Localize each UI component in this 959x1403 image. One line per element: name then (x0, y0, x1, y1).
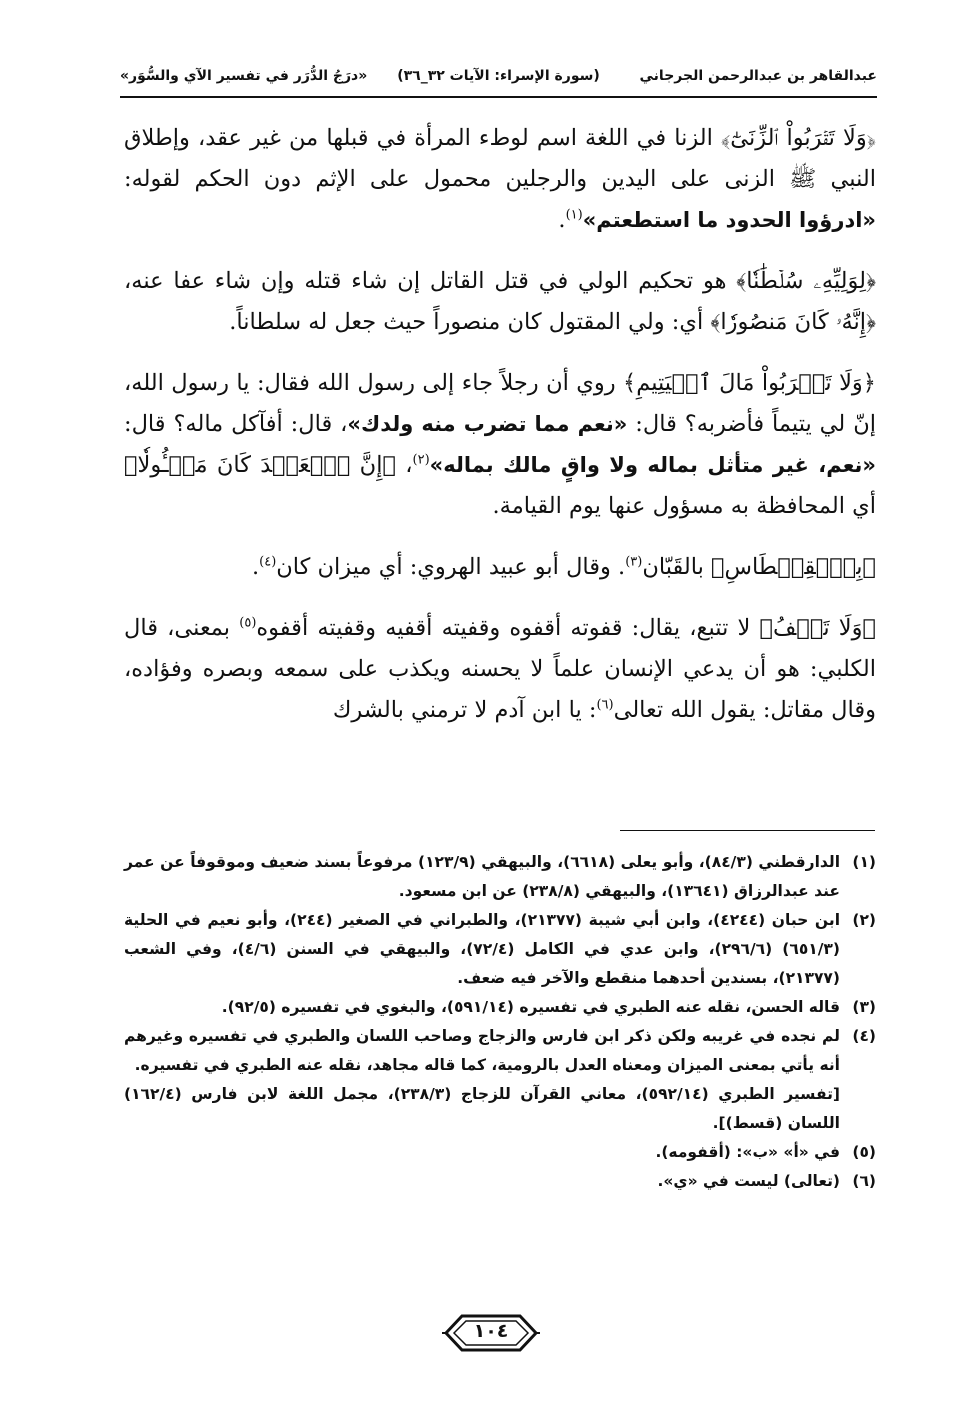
paragraph-5 (124, 608, 876, 731)
quran-verse: ﴿إِنَّهُۥ كَانَ مَنصُورٗا﴾ (710, 309, 876, 335)
paragraph-2 (124, 261, 876, 343)
quran-verse: ﴿بِٱلۡقِسۡطَاسِ﴾ (711, 554, 876, 580)
paragraph-text: بمعنى، قال الكلبي: هو أن يدعي الإنسان علماً لا يحسنه ويكذب على سمعه وبصره وفؤاده، وقال مقاتل: يقول الله تعالى (124, 615, 876, 723)
paragraph-3 (124, 363, 876, 527)
paragraph-text: أي المحافظة به مسؤول عنها يوم القيامة. (492, 493, 876, 519)
paragraph-text: ، قال: أفآكل ماله؟ قال: (124, 411, 348, 437)
quran-verse: ﴿إِنَّ ٱلۡعَهۡدَ كَانَ مَسۡـُٔولٗا﴾ (124, 452, 396, 478)
header-author: عبدالقاهر بن عبدالرحمن الجرجاني (639, 68, 877, 84)
paragraph-1 (124, 118, 876, 241)
quran-verse: ﴿وَلَا تَقۡرَبُواْ ٱلزِّنَىٰٓ﴾ (720, 125, 876, 151)
footnote-item (124, 1080, 876, 1138)
header-surah: (سورة الإسراء: الآيات ٣٢_٣٦) (397, 68, 600, 84)
footnote-text: ابن حبان (٤٢٤٤)، وابن أبي شيبة (٢١٣٧٧)، والطبراني في الصغير (٢٤٤)، وأبو نعيم في الحلية (٦٥١/٣) (٢٩٦/٦)، وابن عدي في الكامل (٧٢/٤)، والبيهقي في السنن (٤/٦)، وفي الشعب (٢١٣٧٧)، بسندين أحدهما منقطع والآخر فيه ضعف. (124, 911, 841, 987)
running-header (120, 62, 877, 96)
page-number-ornament (442, 1312, 540, 1354)
footnote-separator (620, 830, 875, 831)
hadith-quote: «نعم مما تضرب منه ولدك» (347, 412, 628, 436)
footnote-number: (٦) (852, 1172, 876, 1190)
hadith-quote: «ادرؤوا الحدود ما استطعتم» (582, 208, 876, 232)
header-book-title: «درَجُ الدُّرَر في تفسير الآي والسُّوَر» (120, 68, 368, 84)
header-rule (120, 96, 877, 98)
footnote-ref-2[interactable]: (٢) (412, 452, 430, 468)
footnotes (124, 848, 876, 1196)
footnote-item (124, 993, 876, 1022)
paragraph-text: الزنا في اللغة اسم لوطء المرأة في قبلها من غير عقد، وإطلاق النبي ﷺ الزنى على اليدين والرجلين محمول على الإثم دون الحكم لقوله: (124, 125, 876, 192)
hadith-quote: «نعم، غير متأثل بماله ولا واقٍ مالك بماله» (429, 453, 877, 477)
footnote-item (124, 906, 876, 993)
footnote-text: الدارقطني (٨٤/٣)، وأبو يعلى (٦٦١٨)، والبيهقي (١٢٣/٩) مرفوعاً بسند ضعيف وموقوفاً عن عمر عند عبدالرزاق (١٣٦٤١)، والبيهقي (٢٣٨/٨) عن ابن مسعود. (124, 853, 841, 900)
paragraph-4 (124, 547, 876, 588)
footnote-item (124, 848, 876, 906)
footnote-number: (٣) (852, 998, 876, 1016)
quran-verse: ﴿وَلَا تَقۡرَبُواْ مَالَ ٱلۡيَتِيمِ﴾ (623, 370, 876, 396)
footnote-number: (٥) (852, 1143, 876, 1161)
paragraph-text: بالقَبّان (642, 554, 712, 580)
footnote-number (840, 1080, 876, 1138)
paragraph-text: . وقال أبو عبيد الهروي: أي ميزان كان (276, 554, 626, 580)
footnote-text: (تعالى) ليست في «ي». (657, 1172, 840, 1190)
footnote-text: قاله الحسن، نقله عنه الطبري في تفسيره (٥٩١/١٤)، والبغوي في تفسيره (٩٢/٥). (221, 998, 840, 1016)
footnote-ref-1[interactable]: (١) (565, 207, 583, 223)
paragraph-text: . (251, 554, 260, 580)
footnote-ref-5[interactable]: (٥) (239, 615, 257, 631)
footnote-ref-4[interactable]: (٤) (259, 554, 277, 570)
paragraph-text: لا تتبع، يقال: قفوته أقفوه وقفيته أقفيه وقفيته أقفوه (256, 615, 760, 641)
paragraph-text: أي: ولي المقتول كان منصوراً حيث جعل له سلطاناً. (229, 309, 711, 335)
paragraph-text: . (558, 207, 566, 233)
paragraph-text: ، (395, 452, 413, 478)
paragraph-text: هو تحكيم الولي في قتل القاتل إن شاء قتله وإن شاء عفا عنه، (124, 268, 737, 294)
main-text (124, 118, 876, 751)
footnote-item (124, 1022, 876, 1080)
footnote-number: (١) (852, 853, 876, 871)
footnote-text: [تفسير الطبري (٥٩٢/١٤)، معاني القرآن للزجاج (٢٣٨/٣)، مجمل اللغة لابن فارس (١٦٢/٤) اللسان (قسط)]. (124, 1085, 840, 1132)
footnote-text: لم نجده في غريبه ولكن ذكر ابن فارس والزجاج وصاحب اللسان والطبري في تفسيره وغيرهم أنه يأتي بمعنى الميزان ومعناه العدل بالرومية، كما قاله مجاهد، نقله عنه الطبري في تفسيره. (124, 1027, 840, 1074)
paragraph-text: روي أن رجلاً جاء إلى رسول الله فقال: يا رسول الله، إنّ لي يتيماً فأضربه؟ قال: (124, 370, 876, 437)
quran-verse: ﴿لِوَلِيِّهِۦ سُلۡطَٰنٗا﴾ (736, 268, 876, 294)
footnote-item (124, 1138, 876, 1167)
page-number: ١٠٤ (473, 1320, 509, 1342)
footnote-item (124, 1167, 876, 1196)
paragraph-text: : يا ابن آدم لا ترمني بالشرك (332, 697, 597, 723)
footnote-ref-3[interactable]: (٣) (625, 554, 643, 570)
footnote-text: في «أ» «ب»: (أقفومه). (655, 1143, 840, 1161)
footnote-number: (٤) (852, 1027, 876, 1045)
footnote-ref-6[interactable]: (٦) (596, 697, 614, 713)
quran-verse: ﴿وَلَا تَقۡفُ﴾ (759, 615, 876, 641)
footnote-number: (٢) (852, 911, 876, 929)
